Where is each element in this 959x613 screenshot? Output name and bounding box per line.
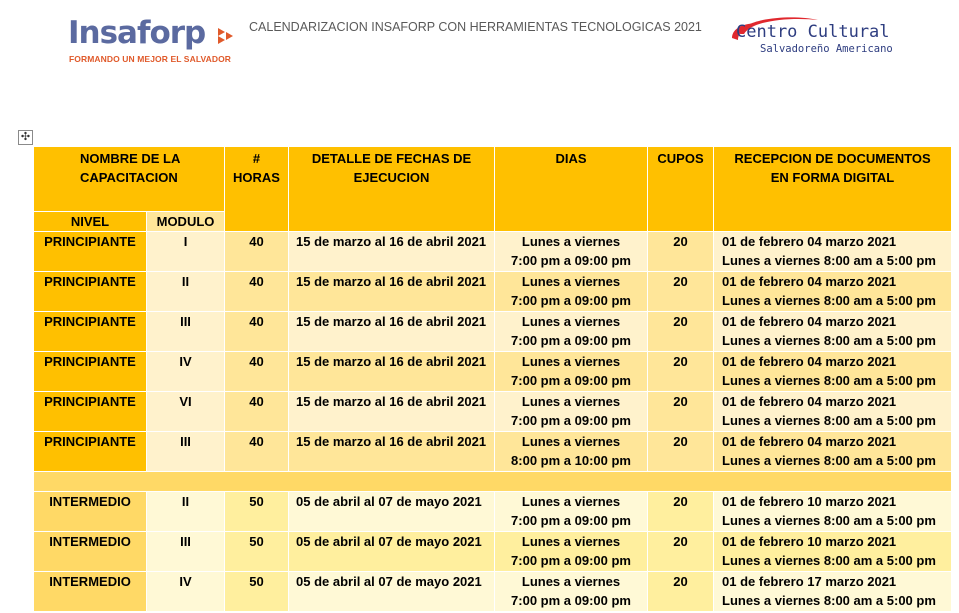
cell-nivel: PRINCIPIANTE [34,432,147,472]
cell-recepcion: 01 de febrero 17 marzo 2021 Lunes a viernes 8:00 am a 5:00 pm [714,572,952,612]
cell-dias: Lunes a viernes 7:00 pm a 09:00 pm [495,572,648,612]
cell-nivel: PRINCIPIANTE [34,312,147,352]
header-fechas: DETALLE DE FECHAS DE EJECUCION [289,147,495,232]
cell-fechas: 05 de abril al 07 de mayo 2021 [289,492,495,532]
header-modulo: MODULO [147,212,225,232]
cell-dias: Lunes a viernes 8:00 pm a 10:00 pm [495,432,648,472]
separator-cell [34,472,952,492]
table-row [34,492,952,532]
cell-dias: Lunes a viernes 7:00 pm a 09:00 pm [495,532,648,572]
section-separator-row [34,472,952,492]
cell-dias: Lunes a viernes 7:00 pm a 09:00 pm [495,492,648,532]
table-row [34,352,952,392]
cell-recepcion: 01 de febrero 04 marzo 2021 Lunes a viernes 8:00 am a 5:00 pm [714,352,952,392]
header-dias: DIAS [495,147,648,232]
cell-cupos: 20 [648,492,714,532]
cell-modulo: IV [147,352,225,392]
cell-modulo: IV [147,572,225,612]
cell-modulo: VI [147,392,225,432]
cell-dias: Lunes a viernes 7:00 pm a 09:00 pm [495,232,648,272]
cell-horas: 40 [225,232,289,272]
table-row [34,572,952,612]
cell-nivel: PRINCIPIANTE [34,392,147,432]
header-cupos: CUPOS [648,147,714,232]
cell-nivel: INTERMEDIO [34,492,147,532]
header-nivel: NIVEL [34,212,147,232]
cell-horas: 40 [225,432,289,472]
table-row [34,432,952,472]
cell-horas: 40 [225,312,289,352]
ccsa-logo [722,12,902,60]
cell-horas: 40 [225,272,289,312]
cell-recepcion: 01 de febrero 10 marzo 2021 Lunes a viernes 8:00 am a 5:00 pm [714,532,952,572]
cell-cupos: 20 [648,392,714,432]
ccsa-logo-subtext: Salvadoreño Americano [760,43,893,55]
cell-horas: 50 [225,572,289,612]
cell-fechas: 15 de marzo al 16 de abril 2021 [289,312,495,352]
insaforp-logo-text: Insaforp [68,15,206,51]
cell-modulo: II [147,492,225,532]
cell-fechas: 15 de marzo al 16 de abril 2021 [289,272,495,312]
table-row [34,532,952,572]
cell-modulo: III [147,532,225,572]
cell-modulo: III [147,312,225,352]
cell-fechas: 05 de abril al 07 de mayo 2021 [289,572,495,612]
cell-fechas: 05 de abril al 07 de mayo 2021 [289,532,495,572]
header-nombre-capacitacion: NOMBRE DE LA CAPACITACION [34,147,225,212]
schedule-table [33,146,952,612]
cell-horas: 50 [225,532,289,572]
document-header [0,0,959,80]
cell-recepcion: 01 de febrero 04 marzo 2021 Lunes a viernes 8:00 am a 5:00 pm [714,272,952,312]
ccsa-logo-text: Centro Cultural [736,22,890,42]
table-move-handle-icon[interactable]: ✣ [18,130,33,145]
cell-cupos: 20 [648,572,714,612]
table-row [34,272,952,312]
cell-cupos: 20 [648,532,714,572]
cell-horas: 50 [225,492,289,532]
header-horas: # HORAS [225,147,289,232]
cell-dias: Lunes a viernes 7:00 pm a 09:00 pm [495,392,648,432]
cell-recepcion: 01 de febrero 04 marzo 2021 Lunes a viernes 8:00 am a 5:00 pm [714,392,952,432]
header-recepcion: RECEPCION DE DOCUMENTOS EN FORMA DIGITAL [714,147,952,232]
cell-cupos: 20 [648,432,714,472]
cell-cupos: 20 [648,272,714,312]
cell-modulo: III [147,432,225,472]
cell-horas: 40 [225,352,289,392]
cell-recepcion: 01 de febrero 04 marzo 2021 Lunes a viernes 8:00 am a 5:00 pm [714,312,952,352]
table-row [34,392,952,432]
cell-cupos: 20 [648,352,714,392]
cell-recepcion: 01 de febrero 04 marzo 2021 Lunes a viernes 8:00 am a 5:00 pm [714,432,952,472]
cell-nivel: PRINCIPIANTE [34,232,147,272]
cell-cupos: 20 [648,312,714,352]
cell-dias: Lunes a viernes 7:00 pm a 09:00 pm [495,352,648,392]
table-row [34,312,952,352]
cell-horas: 40 [225,392,289,432]
cell-dias: Lunes a viernes 7:00 pm a 09:00 pm [495,272,648,312]
cell-fechas: 15 de marzo al 16 de abril 2021 [289,352,495,392]
cell-fechas: 15 de marzo al 16 de abril 2021 [289,392,495,432]
cell-cupos: 20 [648,232,714,272]
insaforp-tagline: FORMANDO UN MEJOR EL SALVADOR [69,54,232,64]
insaforp-arrows-icon [216,26,238,46]
table-row [34,232,952,272]
document-title: CALENDARIZACION INSAFORP CON HERRAMIENTAS TECNOLOGICAS 2021 [249,20,702,34]
cell-modulo: I [147,232,225,272]
cell-nivel: PRINCIPIANTE [34,352,147,392]
cell-fechas: 15 de marzo al 16 de abril 2021 [289,232,495,272]
cell-nivel: PRINCIPIANTE [34,272,147,312]
cell-nivel: INTERMEDIO [34,572,147,612]
cell-nivel: INTERMEDIO [34,532,147,572]
cell-dias: Lunes a viernes 7:00 pm a 09:00 pm [495,312,648,352]
insaforp-logo [68,16,238,66]
header-row-top [34,147,952,212]
cell-fechas: 15 de marzo al 16 de abril 2021 [289,432,495,472]
cell-recepcion: 01 de febrero 04 marzo 2021 Lunes a viernes 8:00 am a 5:00 pm [714,232,952,272]
cell-modulo: II [147,272,225,312]
cell-recepcion: 01 de febrero 10 marzo 2021 Lunes a viernes 8:00 am a 5:00 pm [714,492,952,532]
